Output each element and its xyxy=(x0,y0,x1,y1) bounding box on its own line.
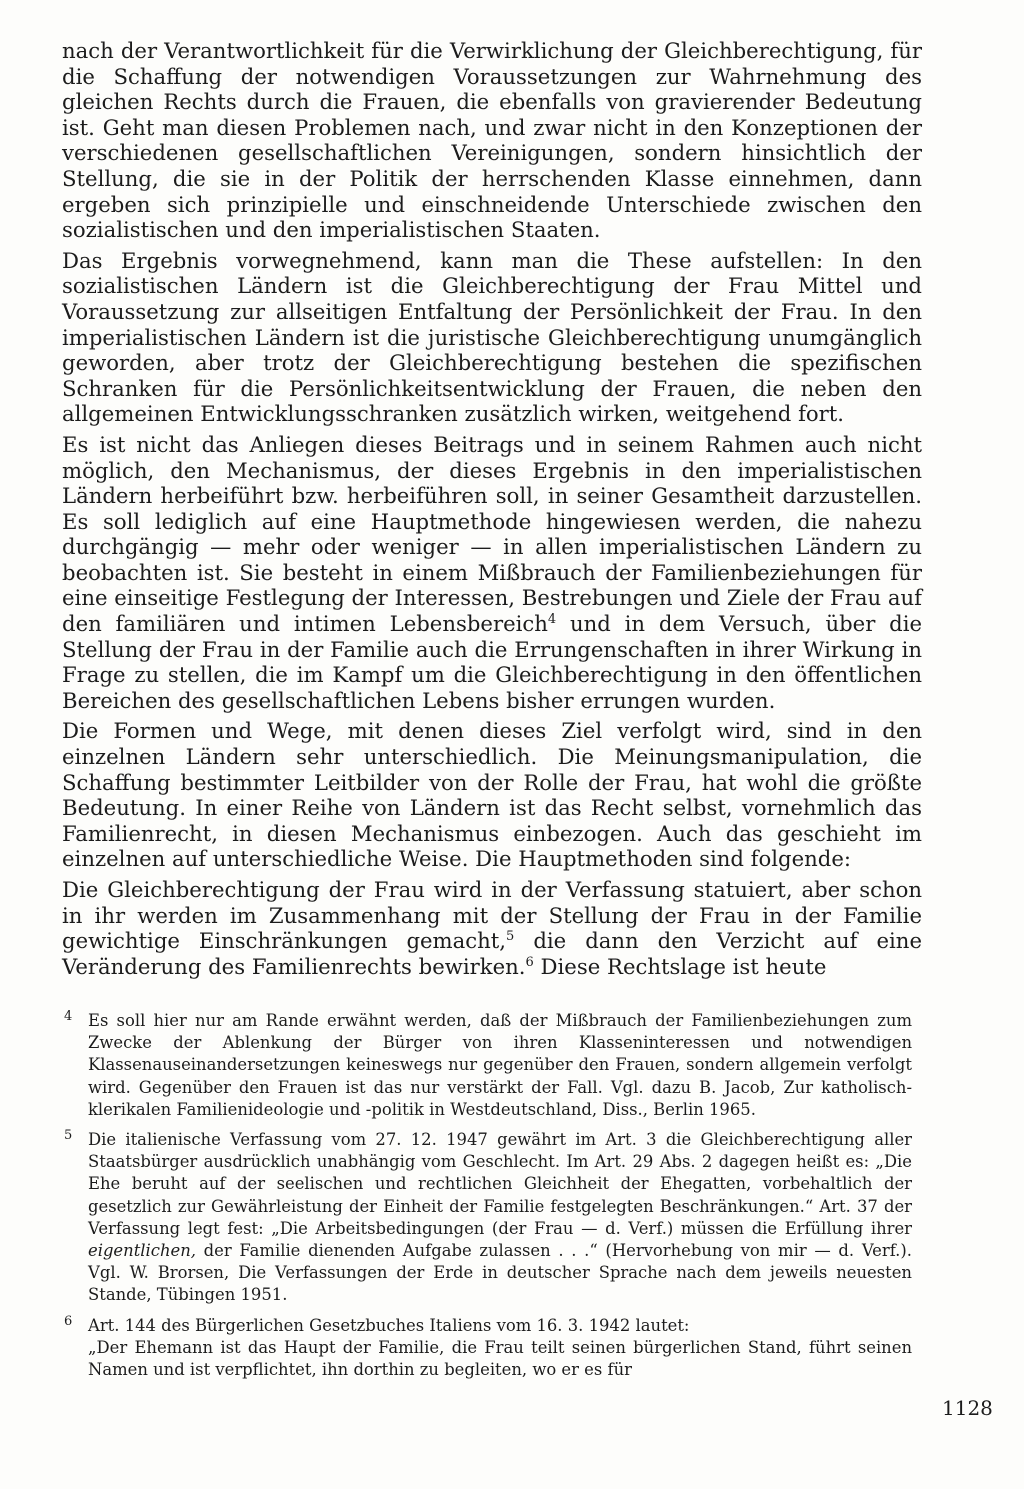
footnote-ref-4: 4 xyxy=(547,612,557,627)
footnote-5-text-b: der Familie dienenden Aufgabe zulassen . . .“ (Hervorhebung von mir — d. Verf.). Vgl. W. Brorsen, Die Verfassungen der Erde in deutscher Sprache nach dem jeweils neuesten Stande, Tübingen 1951. xyxy=(88,1241,912,1305)
footnote-6 xyxy=(62,1315,912,1382)
footnote-number: 4 xyxy=(64,1009,73,1024)
paragraph-3-text-a: Es ist nicht das Anliegen dieses Beitrags und in seinem Rahmen auch nicht möglich, den Mechanismus, der dieses Ergebnis in den imperialistischen Ländern herbeiführt bzw. herbeiführen soll, in seiner Gesamtheit darzustellen. Es soll lediglich auf eine Hauptmethode hingewiesen werden, die nahezu durchgängig — mehr oder weniger — in allen imperialistischen Ländern zu beobachten ist. Sie besteht in einem Mißbrauch der Familienbeziehungen für eine einseitige Festlegung der Interessen, Bestrebungen und Ziele der Frau auf den familiären und intimen Lebensbereich xyxy=(62,431,922,637)
paragraph-5-text-c: Diese Rechtslage ist heute xyxy=(533,953,827,979)
footnote-5-text-a: Die italienische Verfassung vom 27. 12. 1947 gewährt im Art. 3 die Gleichberechtigung aller Staatsbürger ausdrücklich unabhängig vom Geschlecht. Im Art. 29 Abs. 2 dagegen heißt es: „Die Ehe beruht auf der seelischen und rechtlichen Gleichheit der Ehegatten, vorbehaltlich der gesetzlich zur Gewährleistung der Einheit der Familie festgelegten Beschränkungen.“ Art. 37 der Verfassung legt fest: „Die Arbeitsbedingungen (der Frau — d. Verf.) müssen die Erfüllung ihrer xyxy=(88,1130,912,1238)
paragraph-4: Die Formen und Wege, mit denen dieses Ziel verfolgt wird, sind in den einzelnen Ländern sehr unterschiedlich. Die Meinungsmanipulation, die Schaffung bestimmter Leitbilder von der Rolle der Frau, hat wohl die größte Bedeutung. In einer Reihe von Ländern ist das Recht selbst, vornehmlich das Familienrecht, in diesen Mechanismus einbezogen. Auch das geschieht im einzelnen auf unterschiedliche Weise. Die Hauptmethoden sind folgende: xyxy=(62,718,922,872)
footnote-ref-6: 6 xyxy=(525,954,534,970)
footnote-5 xyxy=(62,1129,912,1307)
footnote-number: 6 xyxy=(64,1313,73,1329)
footnote-6-quote: „Der Ehemann ist das Haupt der Familie, die Frau teilt seinen bürgerlichen Stand, führt seinen Namen und ist verpflichtet, ihn dorthin zu begleiten, wo er es für xyxy=(88,1337,912,1380)
footnote-number: 5 xyxy=(64,1128,73,1144)
page-number: 1128 xyxy=(942,1396,993,1420)
footnote-text xyxy=(88,1129,912,1307)
paragraph-5 xyxy=(62,877,922,979)
paragraph-5-text-b: die dann den Verzicht auf eine Veränderung des Familienrechts bewirken. xyxy=(62,928,922,979)
footnote-ref-5: 5 xyxy=(506,929,515,945)
footnote-text: Es soll hier nur am Rande erwähnt werden, daß der Mißbrauch der Familienbeziehungen zum Zwecke der Ablenkung der Bürger von ihren Klasseninteressen und notwendigen Klassenauseinandersetzungen keineswegs nur gegenüber den Frauen, sondern allgemein verfolgt wird. Gegenüber den Frauen ist das nur verstärkt der Fall. Vgl. dazu B. Jacob, Zur katholisch-klerikalen Familienideologie und -politik in Westdeutschland, Diss., Berlin 1965. xyxy=(88,1011,912,1119)
main-text xyxy=(62,38,922,979)
footnote-6-line-1: Art. 144 des Bürgerlichen Gesetzbuches Italiens vom 16. 3. 1942 lautet: xyxy=(88,1315,690,1335)
footnote-4 xyxy=(62,1010,912,1121)
paragraph-5-text-a: Die Gleichberechtigung der Frau wird in der Verfassung statuiert, aber schon in ihr werden im Zusammenhang mit der Stellung der Frau in der Familie gewichtige Einschränkungen gemacht, xyxy=(62,877,922,954)
paragraph-3 xyxy=(62,432,922,714)
paragraph-1: nach der Verantwortlichkeit für die Verwirklichung der Gleichberechtigung, für die Schaffung der notwendigen Voraussetzungen zur Wahrnehmung des gleichen Rechts durch die Frauen, die ebenfalls von gravierender Bedeutung ist. Geht man diesen Problemen nach, und zwar nicht in den Konzeptionen der verschiedenen gesellschaftlichen Vereinigungen, sondern hinsichtlich der Stellung, die sie in der Politik der herrschenden Klasse einnehmen, dann ergeben sich prinzipielle und einschneidende Unterschiede zwischen den sozialistischen und den imperialistischen Staaten. xyxy=(62,38,922,243)
footnote-text xyxy=(88,1315,912,1382)
footnotes xyxy=(62,1010,912,1381)
paragraph-3-text-b: und in dem Versuch, über die Stellung der Frau in der Familie auch die Errungenschaften in ihrer Wirkung in Frage zu stellen, die im Kampf um die Gleichberechtigung in den öffentlichen Bereichen des gesellschaftlichen Lebens bisher errungen wurden. xyxy=(62,611,923,713)
footnote-5-emphasis: eigentlichen, xyxy=(88,1241,196,1261)
paragraph-2: Das Ergebnis vorwegnehmend, kann man die These aufstellen: In den sozialistischen Ländern ist die Gleichberechtigung der Frau Mittel und Voraussetzung zur allseitigen Entfaltung der Persönlichkeit der Frau. In den imperialistischen Ländern ist die juristische Gleichberechtigung unumgänglich geworden, aber trotz der Gleichberechtigung bestehen die spezifischen Schranken für die Persönlichkeitsentwicklung der Frauen, die neben den allgemeinen Entwicklungsschranken zusätzlich wirken, weitgehend fort. xyxy=(62,247,922,427)
